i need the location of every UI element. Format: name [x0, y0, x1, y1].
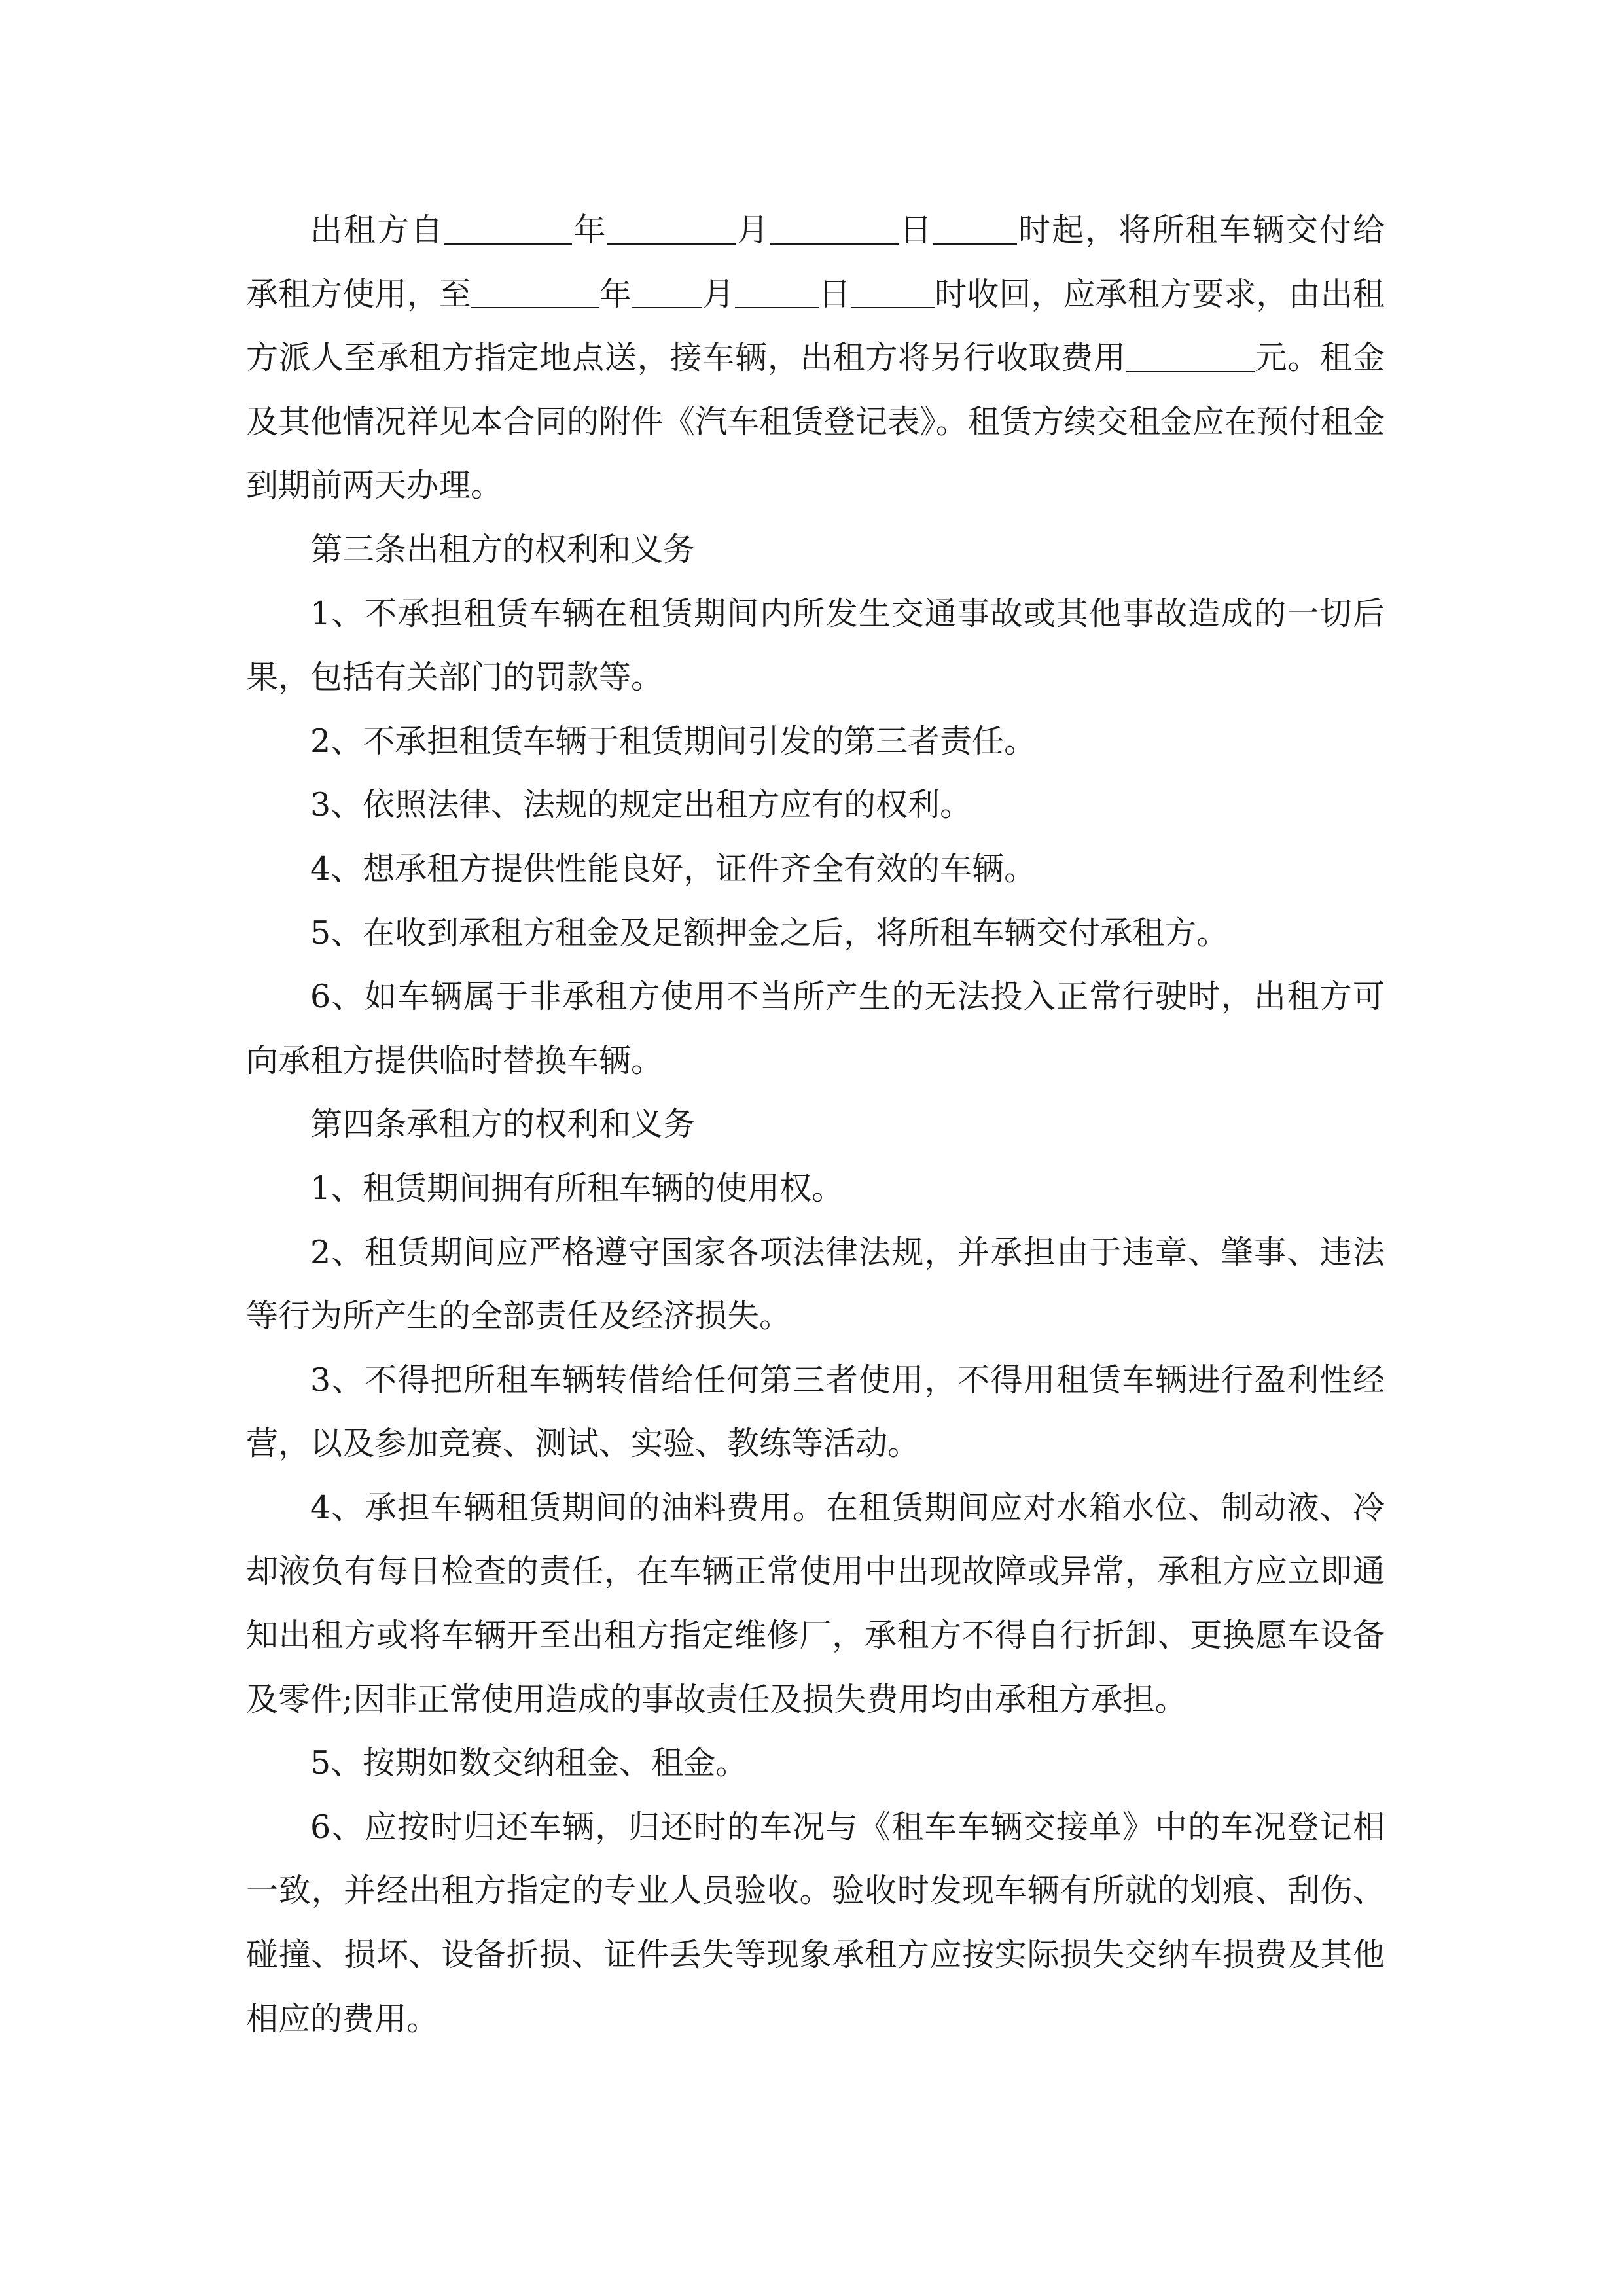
fill-blank-return-year: [471, 275, 599, 308]
lessee-clause-3: 3、不得把所租车辆转借给任何第三者使用，不得用租赁车辆进行盈利性经营，以及参加竞赛、测试、实验、教练等活动。: [246, 1361, 1385, 1463]
fill-blank-return-day: [735, 275, 819, 308]
text-fragment: 月: [735, 211, 770, 249]
text-fragment: 日: [898, 211, 933, 249]
fill-blank-return-hour: [851, 275, 935, 308]
text-fragment: 月: [702, 275, 735, 313]
lessor-clause-6: 6、如车辆属于非承租方使用不当所产生的无法投入正常行驶时，出租方可向承租方提供临时替换车辆。: [246, 978, 1385, 1079]
fill-blank-year: [444, 211, 572, 245]
lessee-clause-4: 4、承担车辆租赁期间的油料费用。在租赁期间应对水箱水位、制动液、冷却液负有每日检查的责任，在车辆正常使用中出现故障或异常，承租方应立即通知出租方或将车辆开至出租方指定维修厂，承租方不得自行折卸、更换愿车设备及零件;因非正常使用造成的事故责任及损失费用均由承租方承担。: [246, 1488, 1385, 1718]
lessor-clause-3: 3、依照法律、法规的规定出租方应有的权利。: [310, 786, 972, 824]
lessee-clause-5: 5、按期如数交纳租金、租金。: [310, 1744, 748, 1782]
lessee-clause-2: 2、租赁期间应严格遵守国家各项法律法规，并承担由于违章、肇事、违法等行为所产生的全部责任及经济损失。: [246, 1233, 1385, 1335]
text-fragment: 时起，将所租车辆交付给承租方使用，至: [246, 211, 1385, 313]
lessor-clause-2: 2、不承担租赁车辆于租赁期间引发的第三者责任。: [310, 722, 1037, 760]
fill-blank-month: [607, 211, 736, 245]
section-heading-lessee: 第四条承租方的权利和义务: [310, 1105, 696, 1143]
document-body: [246, 198, 1385, 2051]
text-fragment: 日: [818, 275, 851, 313]
text-fragment: 年: [572, 211, 607, 249]
lessor-clause-4: 4、想承租方提供性能良好，证件齐全有效的车辆。: [310, 850, 1037, 888]
lessee-clause-1: 1、租赁期间拥有所租车辆的使用权。: [310, 1169, 844, 1207]
lessor-clause-5: 5、在收到承租方租金及足额押金之后，将所租车辆交付承租方。: [310, 914, 1229, 952]
text-fragment: 出租方自: [310, 211, 444, 249]
text-fragment: 元。租金及其他情况祥见本合同的附件《汽车租赁登记表》。租赁方续交租金应在预付租金到期前两天办理。: [246, 339, 1385, 505]
lessee-clause-6: 6、应按时归还车辆，归还时的车况与《租车车辆交接单》中的车况登记相一致，并经出租方指定的专业人员验收。验收时发现车辆有所就的划痕、刮伤、碰撞、损坏、设备折损、证件丢失等现象承租方应按实际损失交纳车损费及其他相应的费用。: [246, 1808, 1385, 2037]
paragraph-rental-period: [246, 198, 1385, 518]
fill-blank-return-month: [632, 275, 702, 308]
fill-blank-day: [770, 211, 899, 245]
fill-blank-fee: [1126, 339, 1255, 372]
text-fragment: 时收回，应承租方要求，由出租方派人至承租方指定地点送，接车辆，出租方将另行收取费用: [246, 275, 1385, 377]
fill-blank-hour: [933, 211, 1017, 245]
lessor-clause-1: 1、不承担租赁车辆在租赁期间内所发生交通事故或其他事故造成的一切后果，包括有关部门的罚款等。: [246, 594, 1385, 696]
section-heading-lessor: 第三条出租方的权利和义务: [310, 530, 696, 568]
text-fragment: 年: [599, 275, 632, 313]
